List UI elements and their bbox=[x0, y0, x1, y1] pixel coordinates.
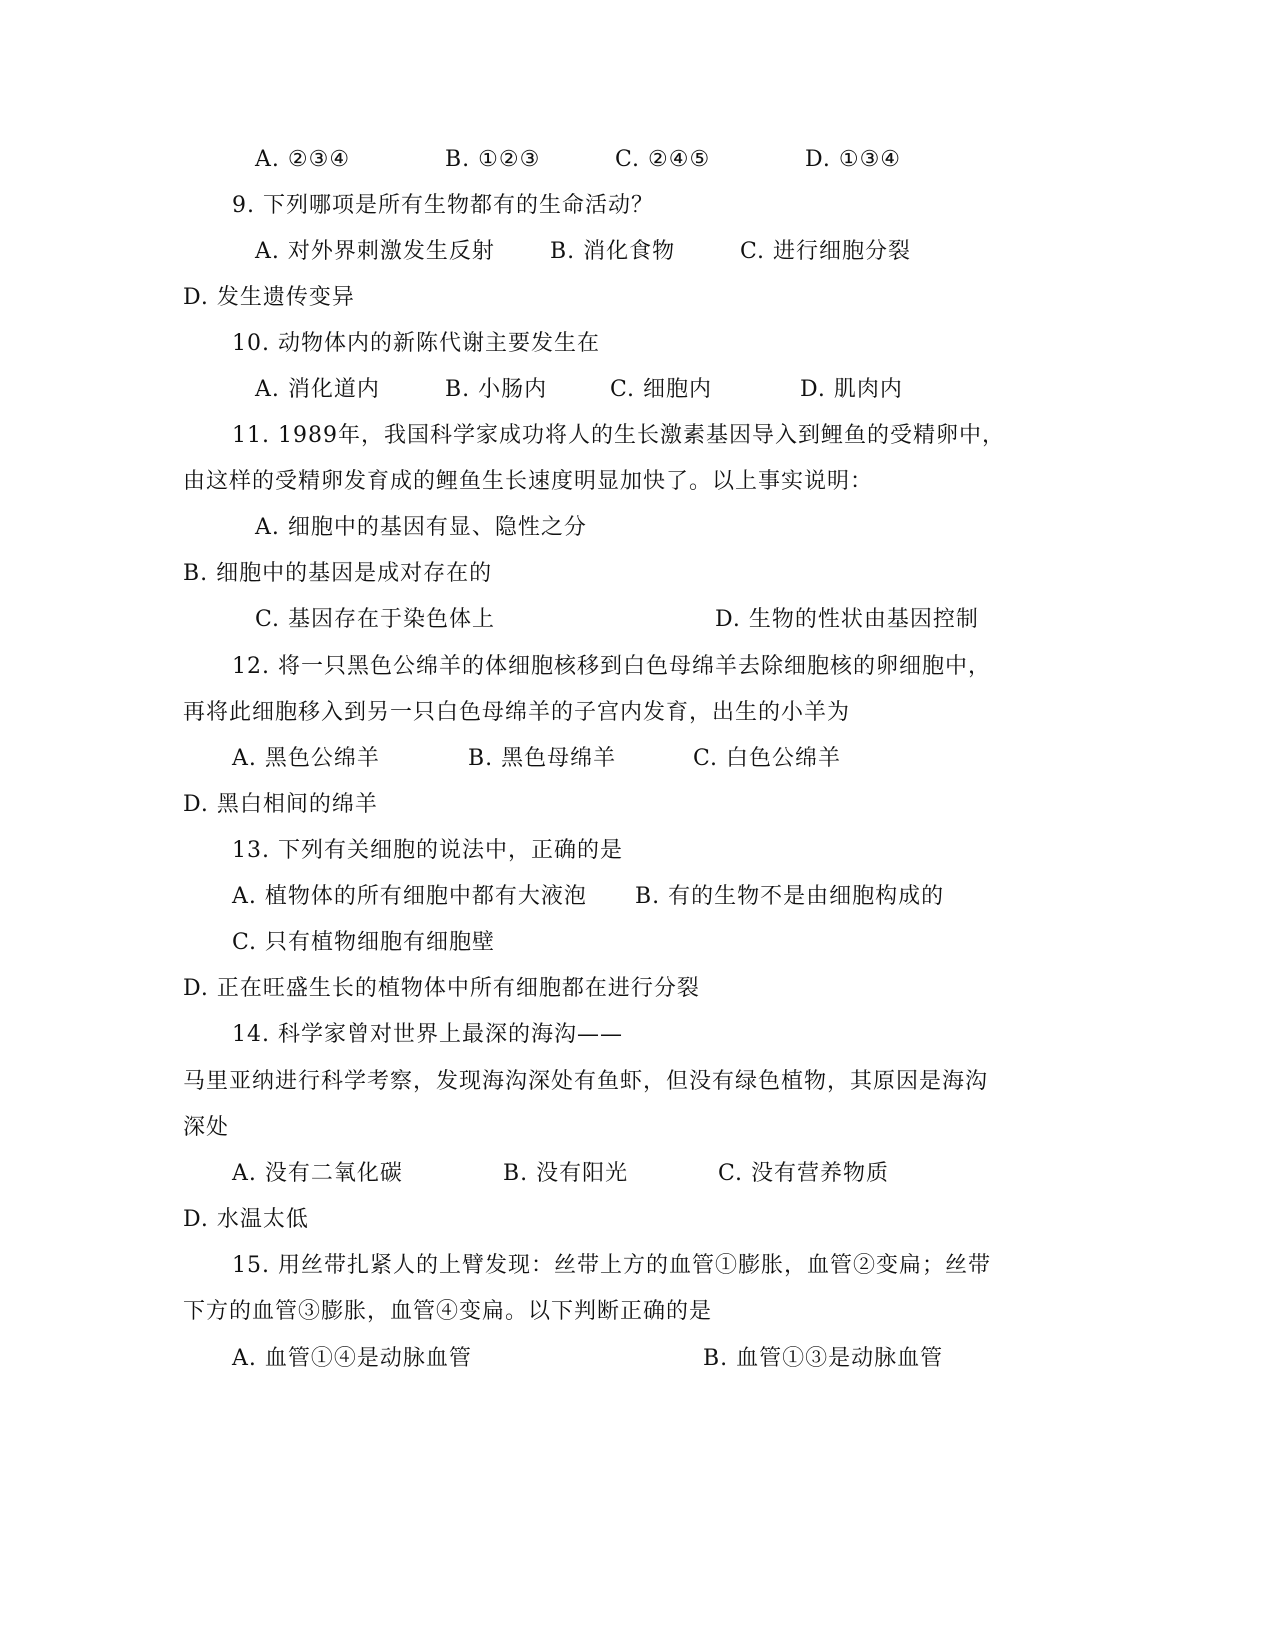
q11-stem-line2: 由这样的受精卵发育成的鲤鱼生长速度明显加快了。以上事实说明： bbox=[183, 469, 874, 494]
q10-option-a: A. 消化道内 bbox=[255, 377, 380, 402]
q10-option-d: D. 肌肉内 bbox=[800, 377, 903, 402]
q14-option-c: C. 没有营养物质 bbox=[718, 1161, 890, 1186]
q12-option-d: D. 黑白相间的绵羊 bbox=[183, 792, 378, 817]
q9-option-d: D. 发生遗传变异 bbox=[183, 285, 355, 310]
q12-option-b: B. 黑色母绵羊 bbox=[468, 746, 617, 771]
q10-option-c: C. 细胞内 bbox=[610, 377, 713, 402]
q14-stem-line1: 14. 科学家曾对世界上最深的海沟—— bbox=[232, 1022, 623, 1047]
q15-option-b: B. 血管①③是动脉血管 bbox=[703, 1346, 944, 1371]
q14-option-b: B. 没有阳光 bbox=[503, 1161, 629, 1186]
q8-option-c: C. ②④⑤ bbox=[615, 147, 711, 172]
q11-option-a: A. 细胞中的基因有显、隐性之分 bbox=[255, 515, 587, 540]
q10-option-b: B. 小肠内 bbox=[445, 377, 548, 402]
q15-option-a: A. 血管①④是动脉血管 bbox=[232, 1346, 472, 1371]
q9-option-b: B. 消化食物 bbox=[550, 239, 676, 264]
q13-option-a: A. 植物体的所有细胞中都有大液泡 bbox=[232, 884, 587, 909]
q12-stem-line1: 12. 将一只黑色公绵羊的体细胞核移到白色母绵羊去除细胞核的卵细胞中， bbox=[232, 654, 991, 679]
q9-stem: 9. 下列哪项是所有生物都有的生命活动？ bbox=[232, 193, 654, 218]
q14-stem-line2: 马里亚纳进行科学考察，发现海沟深处有鱼虾，但没有绿色植物，其原因是海沟 bbox=[183, 1069, 989, 1094]
q9-option-a: A. 对外界刺激发生反射 bbox=[255, 239, 495, 264]
q8-option-b: B. ①②③ bbox=[445, 147, 541, 172]
q11-option-b: B. 细胞中的基因是成对存在的 bbox=[183, 561, 493, 586]
q12-option-c: C. 白色公绵羊 bbox=[693, 746, 842, 771]
q12-stem-line2: 再将此细胞移入到另一只白色母绵羊的子宫内发育，出生的小羊为 bbox=[183, 700, 851, 725]
q8-option-a: A. ②③④ bbox=[255, 147, 351, 172]
q11-option-d: D. 生物的性状由基因控制 bbox=[715, 607, 979, 632]
q13-option-d: D. 正在旺盛生长的植物体中所有细胞都在进行分裂 bbox=[183, 976, 700, 1001]
q11-option-c: C. 基因存在于染色体上 bbox=[255, 607, 496, 632]
q8-option-d: D. ①③④ bbox=[805, 147, 902, 172]
q13-option-b: B. 有的生物不是由细胞构成的 bbox=[635, 884, 945, 909]
q14-stem-line3: 深处 bbox=[183, 1115, 230, 1140]
q13-option-c: C. 只有植物细胞有细胞壁 bbox=[232, 930, 496, 955]
q12-option-a: A. 黑色公绵羊 bbox=[232, 746, 380, 771]
q15-stem-line2: 下方的血管③膨胀，血管④变扁。以下判断正确的是 bbox=[183, 1299, 713, 1324]
q10-stem: 10. 动物体内的新陈代谢主要发生在 bbox=[232, 331, 600, 356]
q13-stem: 13. 下列有关细胞的说法中，正确的是 bbox=[232, 838, 623, 863]
q14-option-d: D. 水温太低 bbox=[183, 1207, 309, 1232]
q11-stem-line1: 11. 1989年，我国科学家成功将人的生长激素基因导入到鲤鱼的受精卵中， bbox=[232, 423, 1005, 448]
q9-option-c: C. 进行细胞分裂 bbox=[740, 239, 912, 264]
q15-stem-line1: 15. 用丝带扎紧人的上臂发现：丝带上方的血管①膨胀，血管②变扁；丝带 bbox=[232, 1253, 991, 1278]
q14-option-a: A. 没有二氧化碳 bbox=[232, 1161, 403, 1186]
